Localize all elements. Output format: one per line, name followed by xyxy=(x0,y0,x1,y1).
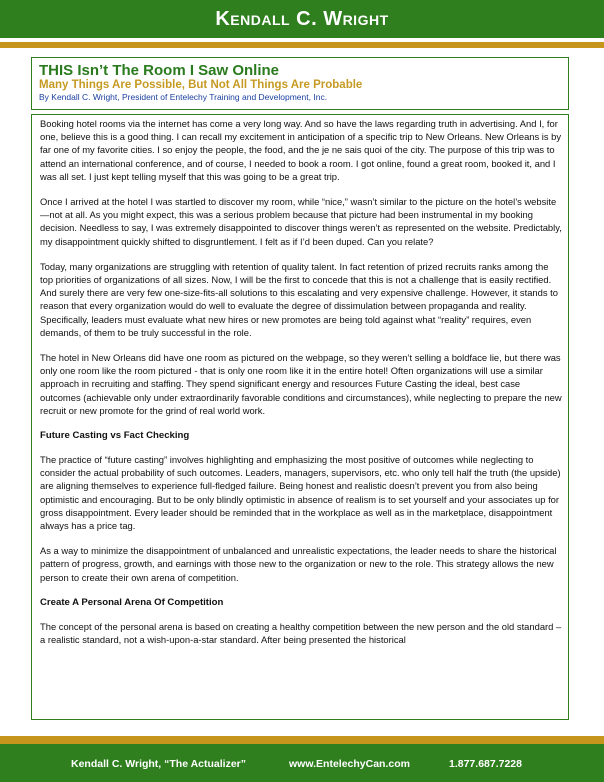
article-subtitle: Many Things Are Possible, But Not All Things Are Probable xyxy=(39,79,363,91)
footer-name: Kendall C. Wright, “The Actualizer” xyxy=(71,758,247,770)
header-divider xyxy=(0,42,604,48)
body-paragraph: As a way to minimize the disappointment of unbalanced and unrealistic expectations, the leader needs to share the historical pattern of progress, growth, and earnings with those new to the organization or new to the role. This strategy allows the new person to create their own arena of competition. xyxy=(40,545,557,583)
body-paragraph: Today, many organizations are struggling with retention of quality talent. In fact retention of prized recruits ranks among the top priorities of organizations of all sizes. Now, I will be the first to concede that this is not a challenge that is easily rectified. And surely there are very few one-size-fits-all solutions to this escalating and very expensive challenge. However, it stands to reason that every organization would do well to evaluate the degree of dissimulation between propaganda and reality. Specifically, leaders must evaluate what new hires or new promotes are being told against what “reality” requires, even demands, of them to be truly successful in the role. xyxy=(40,260,558,338)
header-title: Kendall C. Wright xyxy=(215,8,389,30)
body-paragraph: The hotel in New Orleans did have one room as pictured on the webpage, so they weren’t selling a boldface lie, but there was only one room like the room pictured - that is only one room like it in the entire hotel! Often organizations will use a similar approach in recruiting and staffing. They spend significant energy and resources Future Casting the ideal, best case outcomes (achievable only under extraordinarily favorable conditions and circumstances), while neglecting to prepare the new recruit or new promote for the grind of real world work. xyxy=(40,352,562,416)
article-body xyxy=(31,114,569,720)
section-heading: Future Casting vs Fact Checking xyxy=(40,430,190,442)
article-title-box xyxy=(31,57,569,110)
footer-divider xyxy=(0,736,604,744)
section-heading: Create A Personal Arena Of Competition xyxy=(40,596,224,608)
footer-website-link[interactable]: www.EntelechyCan.com xyxy=(289,758,410,770)
body-paragraph: The practice of “future casting” involves highlighting and emphasizing the most positive of outcomes while neglecting to consider the actual probability of such outcomes. Leaders, managers, supervisors, etc. who only tell half the truth (the upside) are aligning themselves to experience full-fledged failure. Being honest and realistic doesn’t prevent you from also being optimistic and encouraging. But to be only blindly optimistic in absence of realism is to set yourself and your associates up for gross disappointment. Every leader should be reminded that in the workplace as well as in the marketplace, disappointment always has a price tag. xyxy=(40,454,561,532)
article-title: THIS Isn’t The Room I Saw Online xyxy=(39,62,280,79)
footer-phone: 1.877.687.7228 xyxy=(449,758,522,770)
body-paragraph: Booking hotel rooms via the internet has come a very long way. And so have the laws regarding truth in advertising. And I, for one, believe this is a good thing. I can recall my excitement in anticipation of a specific trip to New Orleans. New Orleans is by far one of my favorite cities. I so enjoy the people, the food, and the je ne sais quoi of the city. The purpose of this trip was to attend an international conference, and of course, I needed to book a room. I got online, found a great room, booked it, and I was all set. I just kept telling myself that this was going to be a great trip. xyxy=(40,118,562,182)
article-byline: By Kendall C. Wright, President of Entelechy Training and Development, Inc. xyxy=(39,92,328,102)
body-paragraph: The concept of the personal arena is based on creating a healthy competition between the new person and the old standard – a realistic standard, not a wish-upon-a-star standard. After being presented the historical xyxy=(40,620,562,646)
body-paragraph: Once I arrived at the hotel I was startled to discover my room, while “nice,” wasn’t similar to the picture on the hotel’s website—not at all. As you might expect, this was a serious problem because that picture had been instrumental in my booking decision. Needless to say, I was extremely disappointed to discover things weren’t as represented on the website. Predictably, my disappointment quickly shifted to disgruntlement. I felt as if I’d been duped. Can you relate? xyxy=(40,196,562,247)
